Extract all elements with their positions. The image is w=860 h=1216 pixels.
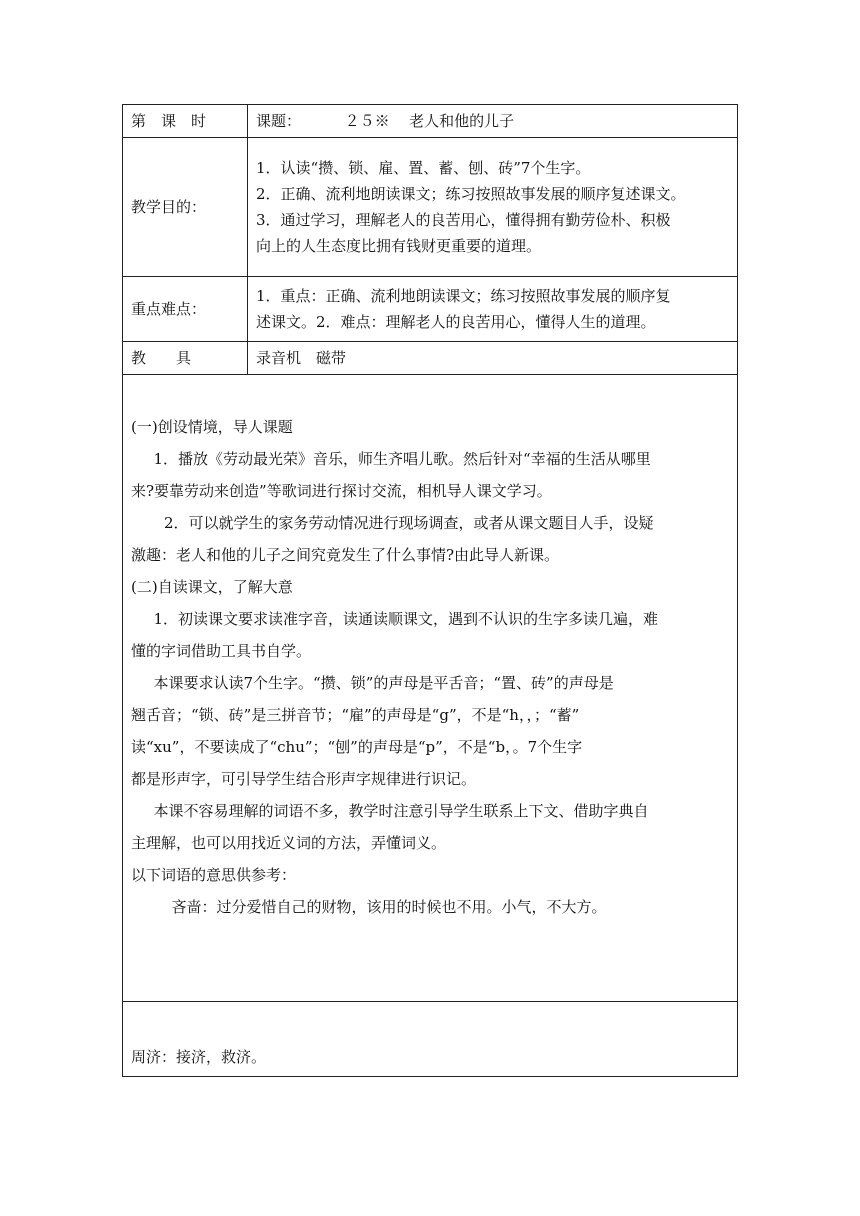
- footer-definition: 周济：接济，救济。: [131, 1048, 267, 1066]
- tools-row: [123, 342, 738, 375]
- lesson-plan-table: [122, 104, 738, 1077]
- paragraph-line: 来?要靠劳动来创造”等歌词进行探讨交流，相机导人课文学习。: [131, 482, 552, 500]
- tools-value: 录音机 磁带: [248, 342, 738, 375]
- definition-line: 吝啬：过分爱惜自己的财物，该用的时候也不用。小气，不大方。: [171, 898, 607, 916]
- section-heading-1: (一)创设情境，导人课题: [131, 418, 293, 436]
- objective-line-1: 1．认读“攒、锁、雇、置、蓄、刨、砖”7个生字。: [256, 159, 591, 177]
- footer-row: [123, 1002, 738, 1077]
- paragraph-line: 懂的字词借助工具书自学。: [131, 642, 312, 660]
- paragraph-line: 都是形声字，可引导学生结合形声字规律进行识记。: [131, 770, 477, 788]
- objectives-cell: [248, 138, 738, 277]
- paragraph-line: 1．初读课文要求读准字音，读通读顺课文，遇到不认识的生字多读几遍，难: [153, 610, 659, 628]
- paragraph-line: 主理解，也可以用找近义词的方法，弄懂词义。: [131, 834, 447, 852]
- paragraph-line: 1．播放《劳动最光荣》音乐，师生齐唱儿歌。然后针对“幸福的生活从哪里: [153, 450, 651, 468]
- paragraph-line: 本课要求认读7个生字。“攒、锁”的声母是平舌音；“置、砖”的声母是: [153, 674, 614, 692]
- lesson-plan-sheet: [122, 104, 738, 1077]
- paragraph-line: 翘舌音；“锁、砖”是三拼音节；“雇”的声母是“g”，不是“h，，；“蓄”: [131, 706, 580, 724]
- content-cell: [123, 375, 738, 1002]
- lesson-period-label: 第 课 时: [123, 105, 248, 138]
- topic-cell: [248, 105, 738, 138]
- key-points-cell: [248, 277, 738, 342]
- objective-line-3: 3．通过学习，理解老人的良苦用心，懂得拥有勤劳俭朴、积极: [256, 211, 671, 229]
- section-heading-2: (二)自读课文，了解大意: [131, 578, 293, 596]
- key-points-label: 重点难点：: [123, 277, 248, 342]
- tools-label: 教 具: [123, 342, 248, 375]
- objectives-row: [123, 138, 738, 277]
- objective-line-2: 2．正确、流利地朗读课文；练习按照故事发展的顺序复述课文。: [256, 185, 686, 203]
- objective-line-4: 向上的人生态度比拥有钱财更重要的道理。: [256, 237, 542, 255]
- paragraph-line: 读“xu”，不要读成了“chu”；“刨”的声母是“p”，不是“b，。7个生字: [131, 738, 583, 756]
- paragraph-line: 激趣：老人和他的儿子之间究竟发生了什么事情?由此导人新课。: [131, 546, 560, 564]
- footer-cell: [123, 1002, 738, 1077]
- objectives-label: 教学目的：: [123, 138, 248, 277]
- topic-number: ２５※: [344, 112, 390, 130]
- content-row: [123, 375, 738, 1002]
- paragraph-line: 以下词语的意思供参考：: [131, 866, 297, 884]
- topic-title: 老人和他的儿子: [409, 112, 515, 130]
- title-row: [123, 105, 738, 138]
- key-point-line-1: 1．重点：正确、流利地朗读课文；练习按照故事发展的顺序复: [256, 287, 671, 305]
- key-points-row: [123, 277, 738, 342]
- paragraph-line: 2．可以就学生的家务劳动情况进行现场调查，或者从课文题目人手，设疑: [164, 514, 654, 532]
- paragraph-line: 本课不容易理解的词语不多，教学时注意引导学生联系上下文、借助字典自: [153, 802, 649, 820]
- key-point-line-2: 述课文。2．难点：理解老人的良苦用心，懂得人生的道理。: [256, 313, 656, 331]
- topic-label: 课题：: [256, 112, 302, 130]
